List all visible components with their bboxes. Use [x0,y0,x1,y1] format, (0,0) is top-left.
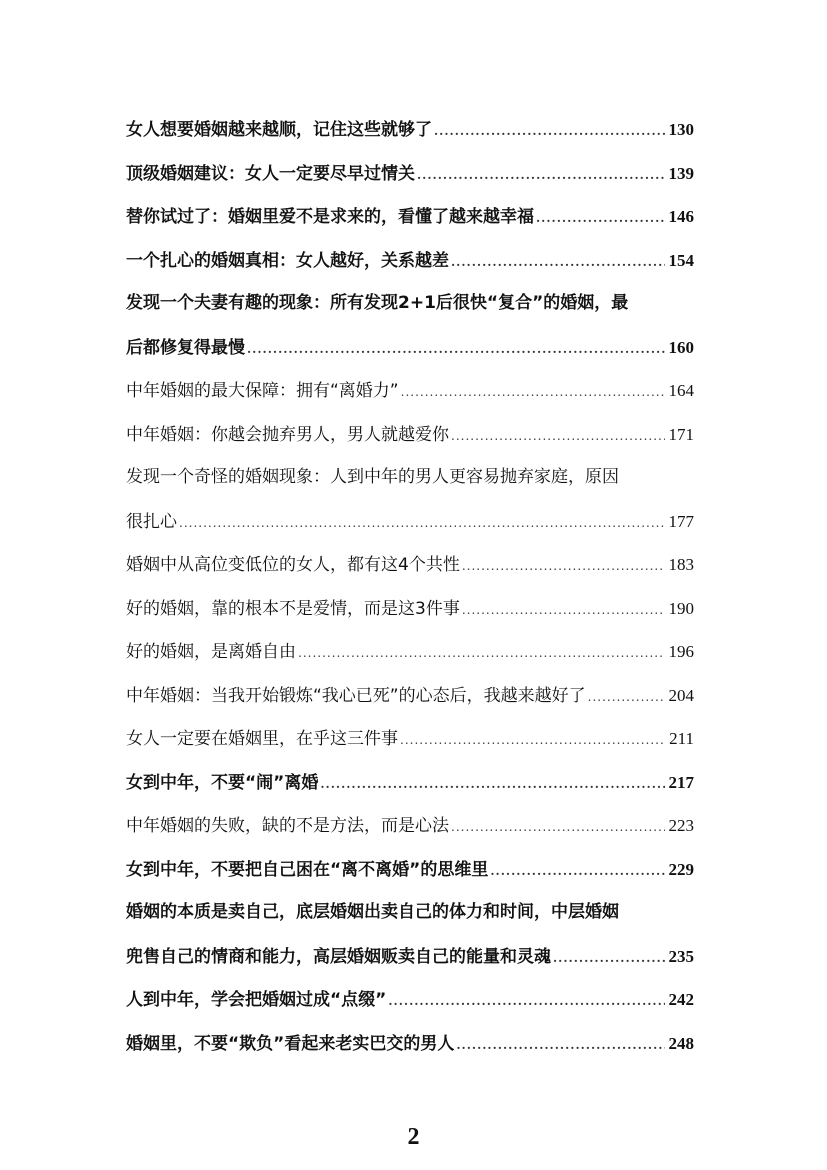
dot-leader [553,937,665,981]
dot-leader [462,589,665,633]
table-of-contents [126,108,694,1065]
toc-entry-title: 一个扎心的婚姻真相：女人越好，关系越差 [126,250,449,271]
toc-entry-page-number: 196 [668,642,694,661]
page-number: 2 [407,1124,420,1150]
dot-leader [417,154,665,198]
toc-entry-page-number: 223 [668,816,694,835]
toc-entry-title: 女到中年，不要把自己困在“离不离婚”的思维里 [126,859,489,880]
dot-leader [434,110,665,154]
toc-entry-title: 好的婚姻，靠的根本不是爱情，而是这3件事 [126,598,460,619]
toc-entry[interactable] [126,195,694,239]
toc-entry[interactable] [126,891,694,978]
toc-entry-title-line1: 婚姻的本质是卖自己，底层婚姻出卖自己的体力和时间，中层婚姻 [126,902,619,922]
toc-entry-title: 替你试过了：婚姻里爱不是求来的，看懂了越来越幸福 [126,207,534,227]
dot-leader [401,371,665,415]
toc-entry-title: 女人一定要在婚姻里，在乎这三件事 [126,729,398,749]
toc-entry-page-number: 211 [669,729,694,748]
toc-entry-title: 婚姻里，不要“欺负”看起来老实巴交的男人 [126,1033,455,1054]
toc-entry-page-number: 164 [668,381,694,400]
toc-entry[interactable] [126,239,694,283]
toc-entry-title: 兜售自己的情商和能力，高层婚姻贩卖自己的能量和灵魂 [126,946,551,967]
toc-entry-page-number: 139 [668,163,694,183]
toc-entry-page-number: 190 [668,598,694,618]
toc-entry-page-number: 146 [668,207,694,226]
toc-entry[interactable] [126,369,694,413]
dot-leader [400,719,665,763]
toc-entry[interactable] [126,674,694,718]
dot-leader [451,415,665,459]
toc-entry-title: 好的婚姻，是离婚自由 [126,642,296,662]
dot-leader [536,197,665,241]
dot-leader [451,241,665,285]
toc-entry-title: 女人想要婚姻越来越顺，记住这些就够了 [126,120,432,140]
toc-entry-page-number: 171 [668,424,694,444]
dot-leader [179,502,665,546]
toc-entry[interactable] [126,543,694,587]
toc-entry-title: 顶级婚姻建议：女人一定要尽早过情关 [126,163,415,184]
toc-entry-page-number: 217 [668,772,694,792]
toc-entry[interactable] [126,108,694,152]
toc-entry-page-number: 154 [668,250,694,270]
toc-entry-title: 后都修复得最慢 [126,337,245,358]
toc-entry[interactable] [126,848,694,892]
toc-entry[interactable] [126,761,694,805]
toc-entry-title: 中年婚姻的失败，缺的不是方法，而是心法 [126,816,449,836]
toc-entry-title: 中年婚姻的最大保障：拥有“离婚力” [126,381,399,401]
toc-entry-title: 很扎心 [126,511,177,532]
toc-entry-page-number: 177 [668,511,694,531]
toc-entry-title-line1: 发现一个奇怪的婚姻现象：人到中年的男人更容易抛弃家庭，原因 [126,467,619,487]
dot-leader [490,850,664,894]
toc-entry-page-number: 248 [668,1033,694,1053]
toc-entry-page-number: 235 [668,946,694,966]
toc-entry-title: 中年婚姻：当我开始锻炼“我心已死”的心态后，我越来越好了 [126,685,586,706]
dot-leader [462,545,665,589]
toc-entry[interactable] [126,804,694,848]
toc-entry[interactable] [126,413,694,457]
toc-entry-title: 中年婚姻：你越会抛弃男人，男人就越爱你 [126,424,449,445]
dot-leader [247,328,665,372]
toc-entry[interactable] [126,978,694,1022]
toc-entry[interactable] [126,152,694,196]
toc-entry-page-number: 160 [668,337,694,357]
toc-entry-page-number: 229 [668,859,694,879]
toc-entry-title: 女到中年，不要“闹”离婚 [126,772,319,793]
toc-entry[interactable] [126,717,694,761]
toc-entry-page-number: 183 [668,555,694,574]
dot-leader [456,1024,664,1068]
toc-entry[interactable] [126,282,694,369]
toc-entry[interactable] [126,1022,694,1066]
toc-entry-title: 婚姻中从高位变低位的女人，都有这4个共性 [126,555,460,575]
dot-leader [588,676,665,720]
toc-entry[interactable] [126,456,694,543]
toc-entry[interactable] [126,587,694,631]
dot-leader [298,632,665,676]
dot-leader [320,763,664,807]
toc-entry-page-number: 242 [668,990,694,1009]
toc-entry-title: 人到中年，学会把婚姻过成“点缀” [126,990,387,1010]
dot-leader [388,980,664,1024]
dot-leader [451,806,665,850]
toc-entry-page-number: 130 [668,120,694,139]
toc-entry-title-line1: 发现一个夫妻有趣的现象：所有发现2+1后很快“复合”的婚姻，最 [126,293,629,313]
toc-entry-page-number: 204 [668,685,694,705]
toc-entry[interactable] [126,630,694,674]
